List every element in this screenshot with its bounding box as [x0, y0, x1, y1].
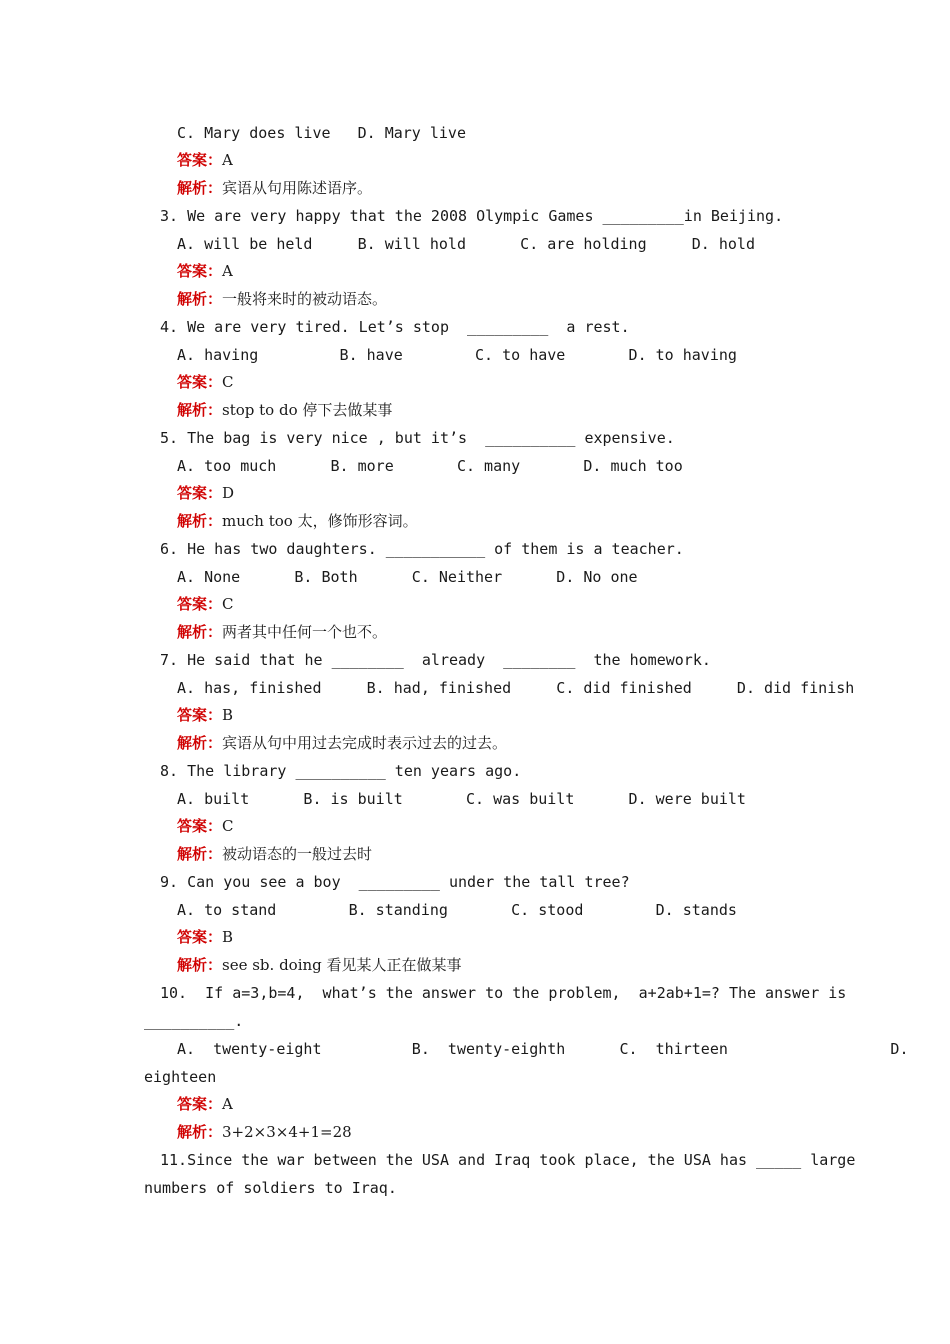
analysis-label: 解析： — [177, 734, 223, 752]
q7-answer-value: B — [222, 706, 234, 724]
q3-answer — [177, 261, 233, 281]
q10-options-line2: eighteen — [144, 1068, 217, 1086]
q7-analysis-text: 宾语从句中用过去完成时表示过去的过去。 — [222, 734, 508, 752]
q3-analysis-text: 一般将来时的被动语态。 — [222, 290, 388, 308]
answer-label: 答案： — [177, 928, 223, 946]
q10-analysis-text: 3+2×3×4+1=28 — [222, 1123, 352, 1141]
q6-question: 6. He has two daughters. ___________ of them is a teacher. — [160, 540, 684, 558]
q10-answer-value: A — [222, 1095, 233, 1113]
answer-label: 答案： — [177, 373, 223, 391]
q8-question: 8. The library __________ ten years ago. — [160, 762, 522, 780]
q9-question: 9. Can you see a boy _________ under the tall tree? — [160, 873, 630, 891]
q6-analysis — [177, 622, 387, 642]
q4-question: 4. We are very tired. Let’s stop _________ a rest. — [160, 318, 630, 336]
answer-label: 答案： — [177, 706, 223, 724]
q5-answer-value: D — [222, 484, 235, 502]
q9-answer — [177, 927, 233, 947]
answer-label: 答案： — [177, 1095, 223, 1113]
q4-answer-value: C — [222, 373, 234, 391]
q2-answer-value: A — [222, 151, 233, 169]
q5-analysis — [177, 511, 418, 531]
answer-label: 答案： — [177, 595, 223, 613]
q2-analysis — [177, 178, 372, 198]
answer-label: 答案： — [177, 151, 223, 169]
q10-options-line1: A. twenty-eight B. twenty-eighth C. thirteen D. — [177, 1040, 909, 1058]
q5-options: A. too much B. more C. many D. much too — [177, 457, 683, 475]
q3-analysis — [177, 289, 387, 309]
q9-answer-value: B — [222, 928, 234, 946]
q5-analysis-text: much too 太，修饰形容词。 — [222, 512, 418, 530]
q4-analysis-text: stop to do 停下去做某事 — [222, 401, 393, 419]
q4-options: A. having B. have C. to have D. to having — [177, 346, 737, 364]
analysis-label: 解析： — [177, 179, 223, 197]
q2-answer — [177, 150, 233, 170]
q5-answer — [177, 483, 234, 503]
q8-analysis — [177, 844, 372, 864]
q11-question-line1: 11.Since the war between the USA and Iraq took place, the USA has _____ large — [160, 1151, 856, 1169]
analysis-label: 解析： — [177, 401, 223, 419]
q10-analysis — [177, 1122, 352, 1142]
analysis-label: 解析： — [177, 512, 223, 530]
q9-analysis — [177, 955, 462, 975]
q3-question: 3. We are very happy that the 2008 Olympic Games _________in Beijing. — [160, 207, 784, 225]
q6-analysis-text: 两者其中任何一个也不。 — [222, 623, 388, 641]
q5-question: 5. The bag is very nice , but it’s __________ expensive. — [160, 429, 675, 447]
q9-options: A. to stand B. standing C. stood D. stands — [177, 901, 737, 919]
q11-question-line2: numbers of soldiers to Iraq. — [144, 1179, 397, 1197]
q3-options: A. will be held B. will hold C. are holding D. hold — [177, 235, 755, 253]
analysis-label: 解析： — [177, 845, 223, 863]
answer-label: 答案： — [177, 484, 223, 502]
analysis-label: 解析： — [177, 623, 223, 641]
q8-answer-value: C — [222, 817, 234, 835]
q7-question: 7. He said that he ________ already ________ the homework. — [160, 651, 711, 669]
q10-question-line2: __________. — [144, 1012, 244, 1030]
analysis-label: 解析： — [177, 290, 223, 308]
q10-question-line1: 10. If a=3,b=4, what’s the answer to the problem, a+2ab+1=? The answer is — [160, 984, 847, 1002]
analysis-label: 解析： — [177, 956, 223, 974]
q8-options: A. built B. is built C. was built D. were built — [177, 790, 746, 808]
q7-analysis — [177, 733, 507, 753]
answer-label: 答案： — [177, 817, 223, 835]
q9-analysis-text: see sb. doing 看见某人正在做某事 — [222, 956, 462, 974]
q2-options: C. Mary does live D. Mary live — [177, 124, 466, 142]
q4-analysis — [177, 400, 392, 420]
q8-answer — [177, 816, 234, 836]
q3-answer-value: A — [222, 262, 233, 280]
q7-options: A. has, finished B. had, finished C. did finished D. did finish — [177, 679, 855, 697]
q6-answer — [177, 594, 234, 614]
analysis-label: 解析： — [177, 1123, 223, 1141]
q6-answer-value: C — [222, 595, 234, 613]
q6-options: A. None B. Both C. Neither D. No one — [177, 568, 638, 586]
q2-analysis-text: 宾语从句用陈述语序。 — [222, 179, 373, 197]
q4-answer — [177, 372, 234, 392]
q8-analysis-text: 被动语态的一般过去时 — [222, 845, 373, 863]
q7-answer — [177, 705, 233, 725]
answer-label: 答案： — [177, 262, 223, 280]
q10-answer — [177, 1094, 233, 1114]
